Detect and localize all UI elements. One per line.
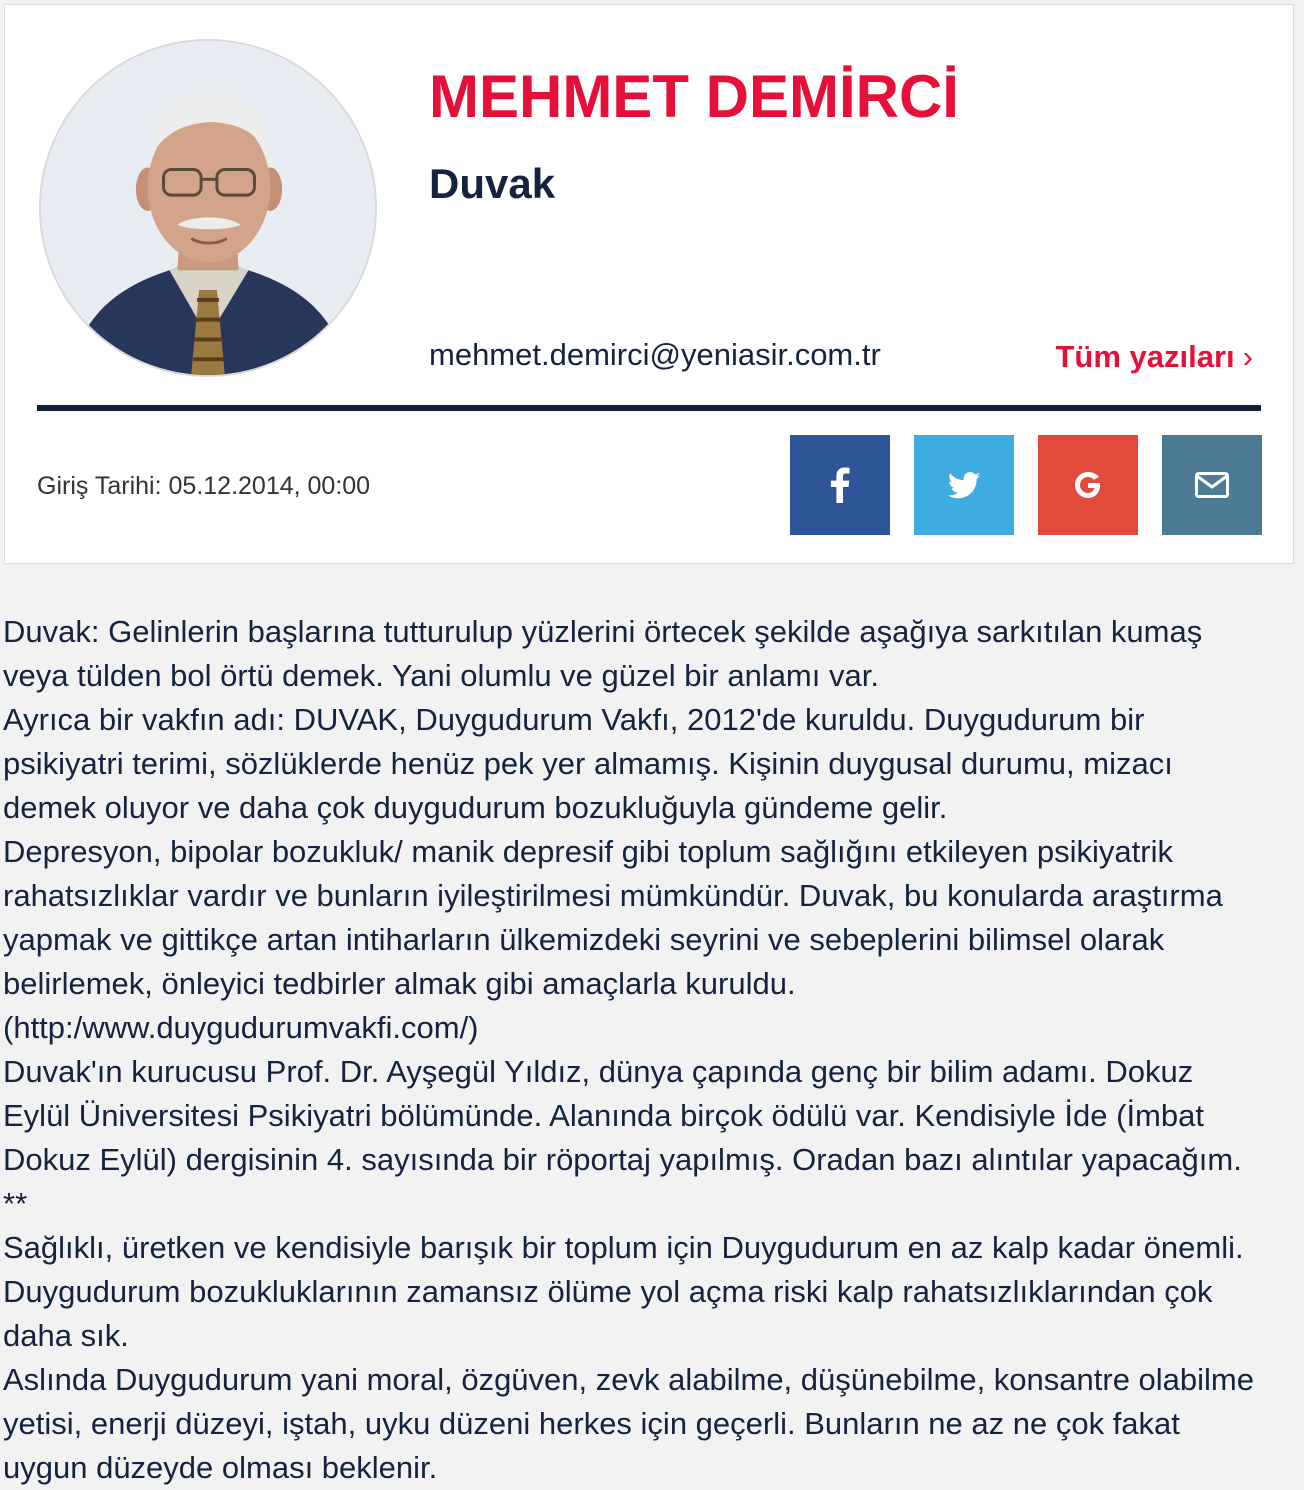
article-line: yetisi, enerji düzeyi, iştah, uyku düzeni herkes için geçerli. Bunların ne az ne çok fakat xyxy=(3,1406,1180,1441)
twitter-icon xyxy=(948,472,980,499)
article-line: Sağlıklı, üretken ve kendisiyle barışık bir toplum için Duygudurum en az kalp kadar önemli. xyxy=(3,1230,1244,1265)
all-posts-label: Tüm yazıları xyxy=(1055,339,1235,374)
article-line: uygun düzeyde olması beklenir. xyxy=(3,1450,438,1485)
share-twitter-button[interactable] xyxy=(914,435,1014,535)
article-line: Duvak'ın kurucusu Prof. Dr. Ayşegül Yıldız, dünya çapında genç bir bilim adamı. Dokuz xyxy=(3,1054,1194,1089)
email-icon xyxy=(1195,472,1229,498)
author-avatar xyxy=(39,39,377,377)
share-facebook-button[interactable] xyxy=(790,435,890,535)
google-icon xyxy=(1073,470,1103,500)
author-email[interactable]: mehmet.demirci@yeniasir.com.tr xyxy=(429,337,881,372)
article-separator: ** xyxy=(3,1186,28,1221)
article-title: Duvak xyxy=(429,160,556,207)
article-line: Dokuz Eylül) dergisinin 4. sayısında bir röportaj yapılmış. Oradan bazı alıntılar yapacağım. xyxy=(3,1142,1242,1177)
share-google-button[interactable] xyxy=(1038,435,1138,535)
all-posts-link[interactable] xyxy=(1055,337,1253,377)
share-email-button[interactable] xyxy=(1162,435,1262,535)
article-line: Duvak: Gelinlerin başlarına tutturulup yüzlerini örtecek şekilde aşağıya sarkıtılan kumaş xyxy=(3,614,1203,649)
author-name: MEHMET DEMİRCİ xyxy=(429,63,959,130)
article-line: daha sık. xyxy=(3,1318,129,1353)
chevron-right-icon: › xyxy=(1242,339,1253,374)
article-line: belirlemek, önleyici tedbirler almak gibi amaçlarla kuruldu. xyxy=(3,966,796,1001)
article-line: psikiyatri terimi, sözlüklerde henüz pek yer almamış. Kişinin duygusal durumu, mizacı xyxy=(3,746,1173,781)
article-line: yapmak ve gittikçe artan intiharların ülkemizdeki seyrini ve sebeplerini bilimsel olarak xyxy=(3,922,1165,957)
facebook-icon xyxy=(830,467,850,503)
article-line: Eylül Üniversitesi Psikiyatri bölümünde. Alanında birçok ödülü var. Kendisiyle İde (İmbat xyxy=(3,1098,1204,1133)
publish-date: Giriş Tarihi: 05.12.2014, 00:00 xyxy=(37,472,371,500)
article-line: Ayrıca bir vakfın adı: DUVAK, Duygudurum Vakfı, 2012'de kuruldu. Duygudurum bir xyxy=(3,702,1145,737)
article-body xyxy=(3,610,1299,1490)
article-line: Aslında Duygudurum yani moral, özgüven, zevk alabilme, düşünebilme, konsantre olabilme xyxy=(3,1362,1254,1397)
article-line: Duygudurum bozukluklarının zamansız ölüme yol açma riski kalp rahatsızlıklarından çok xyxy=(3,1274,1213,1309)
article-line: demek oluyor ve daha çok duygudurum bozukluğuyla gündeme gelir. xyxy=(3,790,948,825)
article-link[interactable]: (http:/www.duygudurumvakfi.com/) xyxy=(3,1010,479,1045)
article-line: rahatsızlıklar vardır ve bunların iyileştirilmesi mümkündür. Duvak, bu konularda araştırma xyxy=(3,878,1223,913)
header-divider xyxy=(37,405,1261,411)
article-line: veya tülden bol örtü demek. Yani olumlu ve güzel bir anlamı var. xyxy=(3,658,879,693)
author-card xyxy=(4,4,1294,564)
article-line: Depresyon, bipolar bozukluk/ manik depresif gibi toplum sağlığını etkileyen psikiyatrik xyxy=(3,834,1173,869)
